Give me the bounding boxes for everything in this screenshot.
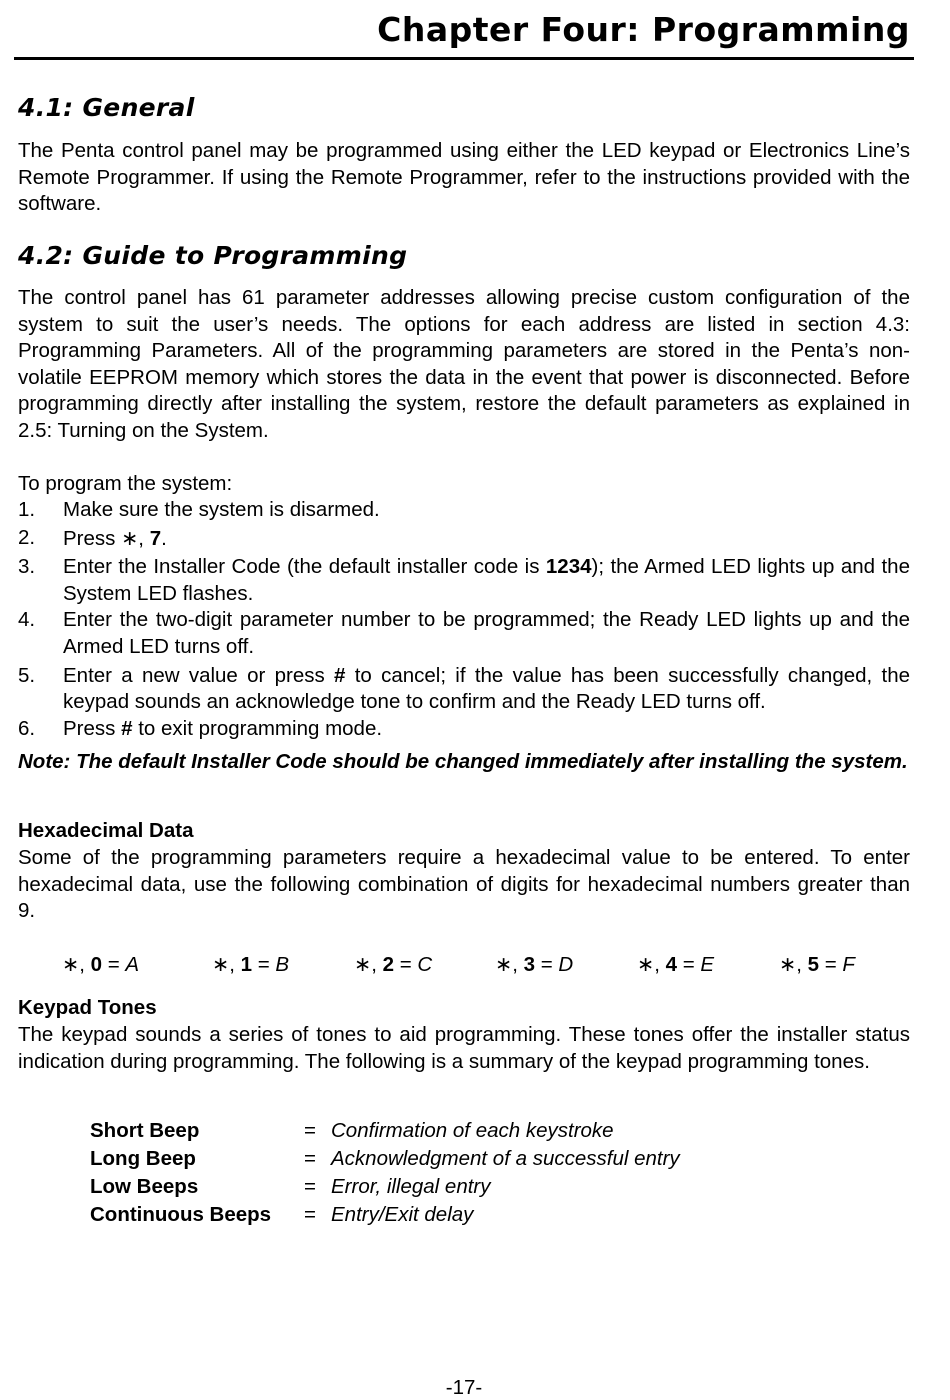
star-key-icon: ∗ xyxy=(779,952,797,976)
guide-paragraph: The control panel has 61 parameter addresses allowing precise custom configuration of the system to suit the user’s needs. The options for each address are listed in section 4.3: Programming Parameters. All of the programming parameters are stored in the Penta’s non-volatile EEPROM memory which stores the data in the event that power is disconnected. Before programming directly after installing the system, restore the default parameters as explained in 2.5: Turning on the System. xyxy=(18,286,910,442)
section-title-general: 4.1: General xyxy=(18,93,195,122)
installer-code-note: Note: The default Installer Code should be changed immediately after installing the system. xyxy=(18,750,908,773)
hex-combo xyxy=(354,952,432,977)
step-text: ); the Armed LED lights up and the System LED flashes. xyxy=(63,555,910,605)
hex-combo xyxy=(212,952,289,977)
hex-combinations xyxy=(18,952,910,980)
key-label: # xyxy=(334,663,346,687)
digit-key: 3 xyxy=(523,953,535,976)
step-number: 2. xyxy=(18,525,36,549)
step-text: . xyxy=(161,526,167,550)
star-key-icon: ∗ xyxy=(354,952,372,976)
programming-steps xyxy=(18,497,910,742)
step-text: Press xyxy=(63,526,122,550)
header-rule xyxy=(14,57,914,60)
hex-data-paragraph: Some of the programming parameters require a hexadecimal value to be entered. To enter hexadecimal data, use the following combination of digits for hexadecimal numbers greater than 9. xyxy=(18,846,910,923)
star-key-icon: ∗ xyxy=(495,952,513,976)
step-text: to exit programming mode. xyxy=(132,716,383,740)
keypad-tones-heading: Keypad Tones xyxy=(18,996,157,1019)
star-key-icon: ∗ xyxy=(212,952,230,976)
equals-sign: = xyxy=(535,953,559,976)
separator: , xyxy=(229,953,241,976)
hex-data-heading: Hexadecimal Data xyxy=(18,819,194,842)
hex-combo xyxy=(637,952,714,977)
step-text: Enter a new value or press xyxy=(63,663,335,687)
separator: , xyxy=(512,953,524,976)
hex-combo xyxy=(495,952,573,977)
step-text: Enter the two-digit parameter number to be programmed; the Ready LED lights up and the Armed LED turns off. xyxy=(63,608,910,658)
step-number: 4. xyxy=(18,608,36,632)
step-item xyxy=(18,607,910,660)
step-item xyxy=(18,554,910,607)
digit-key: 2 xyxy=(382,953,394,976)
equals-sign: = xyxy=(394,953,418,976)
tone-name: Short Beep xyxy=(90,1119,200,1142)
tone-description: Acknowledgment of a successful entry xyxy=(331,1147,680,1170)
step-item xyxy=(18,497,910,524)
hex-letter: A xyxy=(125,953,140,976)
tone-description: Entry/Exit delay xyxy=(331,1203,474,1226)
step-item xyxy=(18,716,910,743)
hex-letter: C xyxy=(417,953,433,976)
hex-letter: B xyxy=(275,953,290,976)
key-label: # xyxy=(121,716,133,740)
equals-sign: = xyxy=(304,1175,316,1198)
section-title-guide: 4.2: Guide to Programming xyxy=(18,241,408,270)
tone-name: Long Beep xyxy=(90,1147,196,1170)
hex-combo xyxy=(62,952,139,977)
digit-key: 0 xyxy=(90,953,102,976)
keypad-tones-paragraph: The keypad sounds a series of tones to aid programming. These tones offer the installer status indication during programming. The following is a summary of the keypad programming tones. xyxy=(18,1023,910,1073)
equals-sign: = xyxy=(102,953,126,976)
step-number: 1. xyxy=(18,498,36,521)
tone-name: Continuous Beeps xyxy=(90,1203,272,1226)
general-paragraph: The Penta control panel may be programmed using either the LED keypad or Electronics Line’s Remote Programmer. If using the Remote Programmer, refer to the instructions provided with the software. xyxy=(18,139,910,216)
hex-letter: F xyxy=(842,953,855,976)
equals-sign: = xyxy=(252,953,276,976)
step-number: 5. xyxy=(18,663,36,687)
step-text: Make sure the system is disarmed. xyxy=(63,498,380,521)
hex-letter: E xyxy=(700,953,715,976)
steps-intro: To program the system: xyxy=(18,472,233,495)
equals-sign: = xyxy=(304,1203,316,1226)
star-key-icon: ∗ xyxy=(62,952,80,976)
step-text: to cancel; if the value has been successfully changed, the keypad sounds an acknowledge tone to confirm and the Ready LED turns off. xyxy=(63,663,911,714)
step-text: , xyxy=(138,526,150,550)
step-text: Enter the Installer Code (the default installer code is xyxy=(63,555,546,579)
hex-combo xyxy=(779,952,855,977)
separator: , xyxy=(79,953,91,976)
installer-code: 1234 xyxy=(545,555,592,579)
separator: , xyxy=(654,953,666,976)
star-key-icon: ∗ xyxy=(121,525,139,550)
hex-letter: D xyxy=(558,953,574,976)
equals-sign: = xyxy=(677,953,701,976)
step-item xyxy=(18,663,910,716)
tone-description: Confirmation of each keystroke xyxy=(331,1119,614,1142)
star-key-icon: ∗ xyxy=(637,952,655,976)
digit-key: 4 xyxy=(665,953,677,976)
step-item xyxy=(18,525,910,553)
tone-description: Error, illegal entry xyxy=(331,1175,491,1198)
digit-key: 5 xyxy=(807,953,819,976)
digit-key: 1 xyxy=(240,953,252,976)
page-number: -17- xyxy=(445,1376,483,1399)
equals-sign: = xyxy=(819,953,843,976)
separator: , xyxy=(796,953,808,976)
step-number: 3. xyxy=(18,555,36,579)
step-number: 6. xyxy=(18,716,36,740)
tone-name: Low Beeps xyxy=(90,1175,199,1198)
step-text: Press xyxy=(63,716,122,740)
equals-sign: = xyxy=(304,1147,316,1170)
equals-sign: = xyxy=(304,1119,316,1142)
separator: , xyxy=(371,953,383,976)
key-label: 7 xyxy=(149,526,162,550)
chapter-title: Chapter Four: Programming xyxy=(377,10,910,49)
